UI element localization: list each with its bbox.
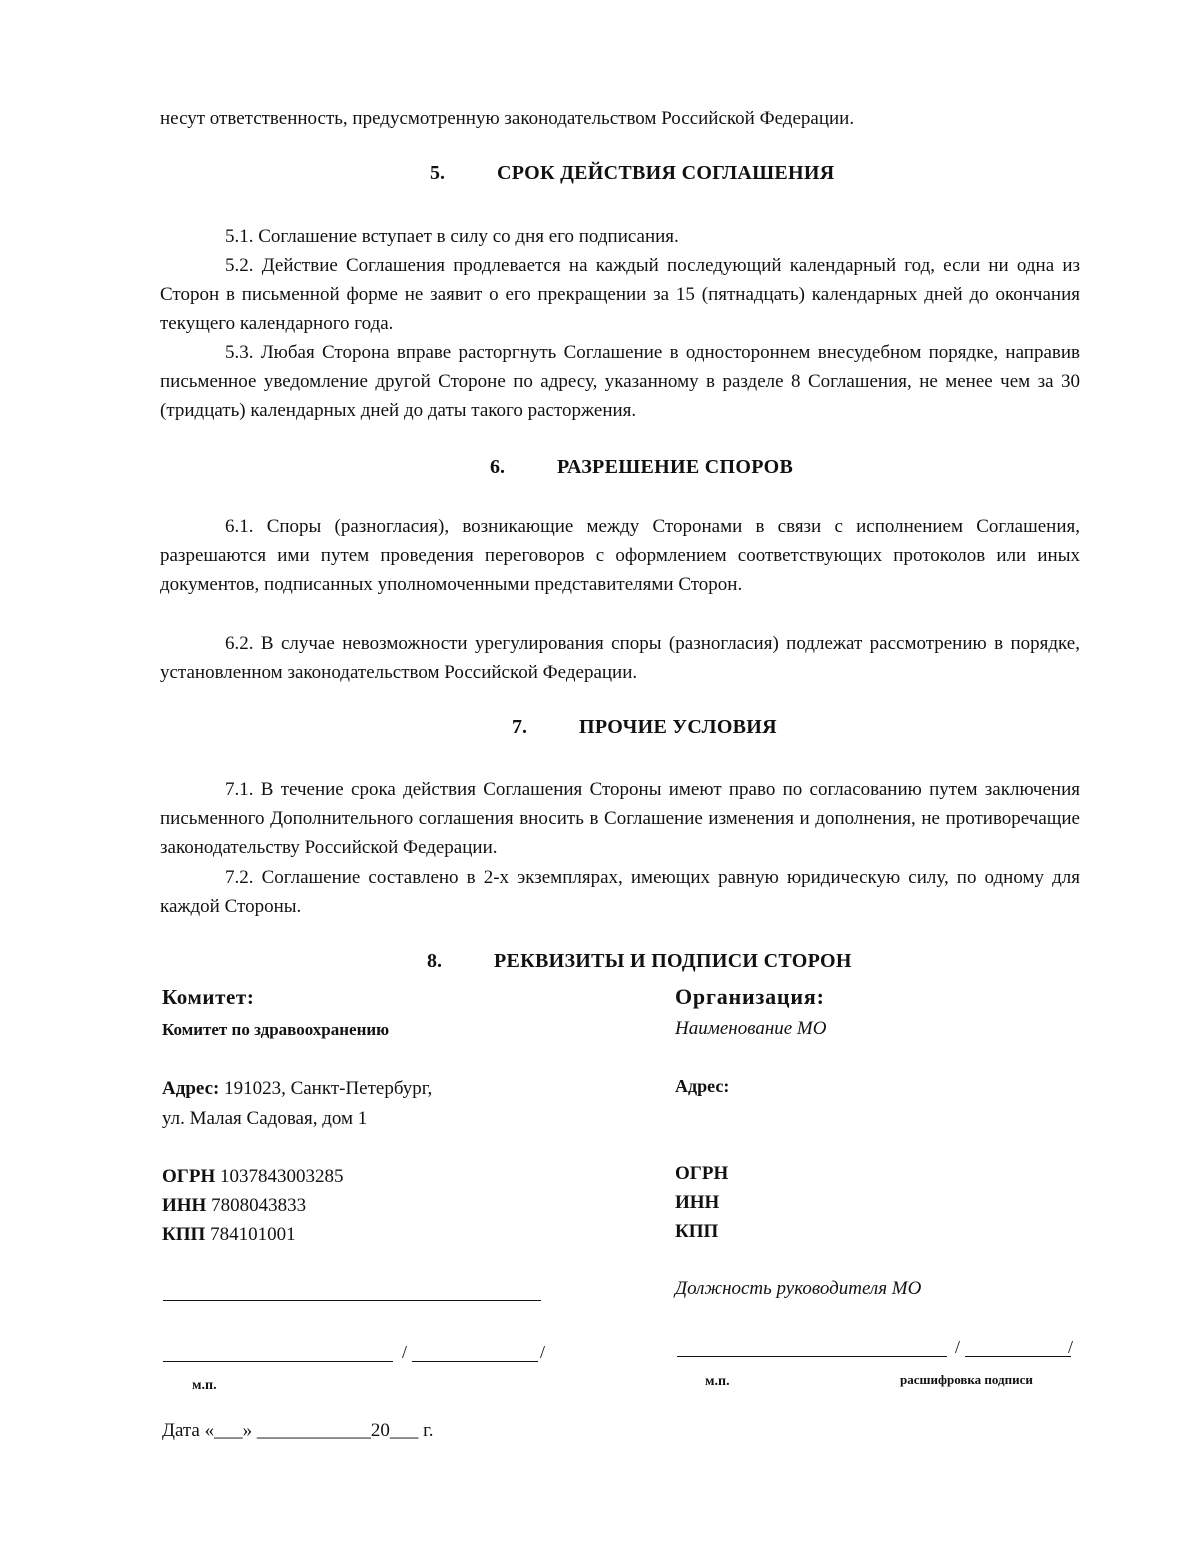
organization-decode-line	[965, 1356, 1071, 1357]
committee-stamp-label: м.п.	[192, 1378, 217, 1393]
committee-ogrn-value: 1037843003285	[215, 1166, 344, 1187]
organization-stamp-label: м.п.	[705, 1374, 730, 1389]
committee-ogrn-label: ОГРН	[162, 1166, 216, 1187]
clause-6-1: 6.1. Споры (разногласия), возникающие между Сторонами в связи с исполнением Соглашения, разрешаются ими путем проведения переговоров с оформлением соответствующих протоколов или иных документов, подписанных уполномоченными представителями Сторон.	[160, 516, 1080, 595]
organization-heading: Организация:	[675, 984, 825, 1009]
organization-ogrn-label: ОГРН	[675, 1163, 729, 1184]
committee-address-line1: 191023, Санкт-Петербург,	[219, 1078, 433, 1099]
organization-head-position: Должность руководителя МО	[675, 1278, 922, 1299]
organization-kpp-label: КПП	[675, 1221, 719, 1242]
clause-5-2: 5.2. Действие Соглашения продлевается на каждый последующий календарный год, если ни одна из Сторон в письменной форме не заявит о его прекращении за 15 (пятнадцать) календарных дней до окончания текущего календарного года.	[160, 255, 1080, 334]
committee-inn-value: 7808043833	[206, 1195, 307, 1216]
section-7-title: ПРОЧИЕ УСЛОВИЯ	[579, 716, 777, 738]
committee-kpp-value: 784101001	[205, 1224, 296, 1245]
section-8-title: РЕКВИЗИТЫ И ПОДПИСИ СТОРОН	[494, 950, 852, 972]
clause-7-1: 7.1. В течение срока действия Соглашения Стороны имеют право по согласованию путем заключения письменного Дополнительного соглашения вносить в Соглашение изменения и дополнения, не противоречащие законодательству Российской Федерации.	[160, 779, 1080, 858]
organization-decode-caption: расшифровка подписи	[900, 1372, 1033, 1387]
committee-heading: Комитет:	[162, 985, 255, 1009]
committee-name: Комитет по здравоохранению	[162, 1020, 390, 1039]
section-7-number: 7.	[512, 716, 527, 738]
committee-ogrn	[162, 1166, 344, 1188]
committee-signature-slash-2: /	[540, 1342, 546, 1362]
clause-6-2: 6.2. В случае невозможности урегулирования споры (разногласия) подлежат рассмотрению в порядке, установленном законодательством Российской Федерации.	[160, 633, 1080, 683]
section-8-number: 8.	[427, 950, 442, 972]
organization-name: Наименование МО	[675, 1018, 827, 1039]
committee-address-label: Адрес:	[162, 1078, 220, 1099]
organization-inn-label: ИНН	[675, 1192, 720, 1213]
clause-7-2: 7.2. Соглашение составлено в 2-х экземплярах, имеющих равную юридическую силу, по одному для каждой Стороны.	[160, 867, 1080, 917]
organization-signature-slash-1: /	[955, 1337, 961, 1357]
clause-5-1: 5.1. Соглашение вступает в силу со дня его подписания.	[225, 226, 679, 247]
organization-signature-line	[677, 1356, 947, 1357]
committee-inn-label: ИНН	[162, 1195, 207, 1216]
section-5-title: СРОК ДЕЙСТВИЯ СОГЛАШЕНИЯ	[497, 162, 835, 184]
organization-signature-slash-2: /	[1068, 1337, 1074, 1357]
committee-signature-slash-1: /	[402, 1342, 408, 1362]
committee-inn	[162, 1195, 306, 1217]
committee-address	[162, 1078, 432, 1100]
section-6-number: 6.	[490, 456, 505, 478]
committee-decode-line	[412, 1361, 538, 1362]
committee-signature-line	[163, 1361, 393, 1362]
intro-line: несут ответственность, предусмотренную законодательством Российской Федерации.	[160, 108, 855, 129]
section-6-title: РАЗРЕШЕНИЕ СПОРОВ	[557, 456, 794, 478]
organization-address-label: Адрес:	[675, 1076, 730, 1096]
committee-position-line	[163, 1300, 541, 1301]
committee-address-line2: ул. Малая Садовая, дом 1	[162, 1108, 368, 1129]
committee-kpp	[162, 1224, 296, 1246]
committee-kpp-label: КПП	[162, 1224, 206, 1245]
section-5-number: 5.	[430, 162, 445, 184]
agreement-date: Дата «___» ____________20___ г.	[162, 1420, 434, 1441]
clause-5-3: 5.3. Любая Сторона вправе расторгнуть Соглашение в одностороннем внесудебном порядке, направив письменное уведомление другой Стороне по адресу, указанному в разделе 8 Соглашения, не менее чем за 30 (тридцать) календарных дней до даты такого расторжения.	[160, 342, 1080, 421]
